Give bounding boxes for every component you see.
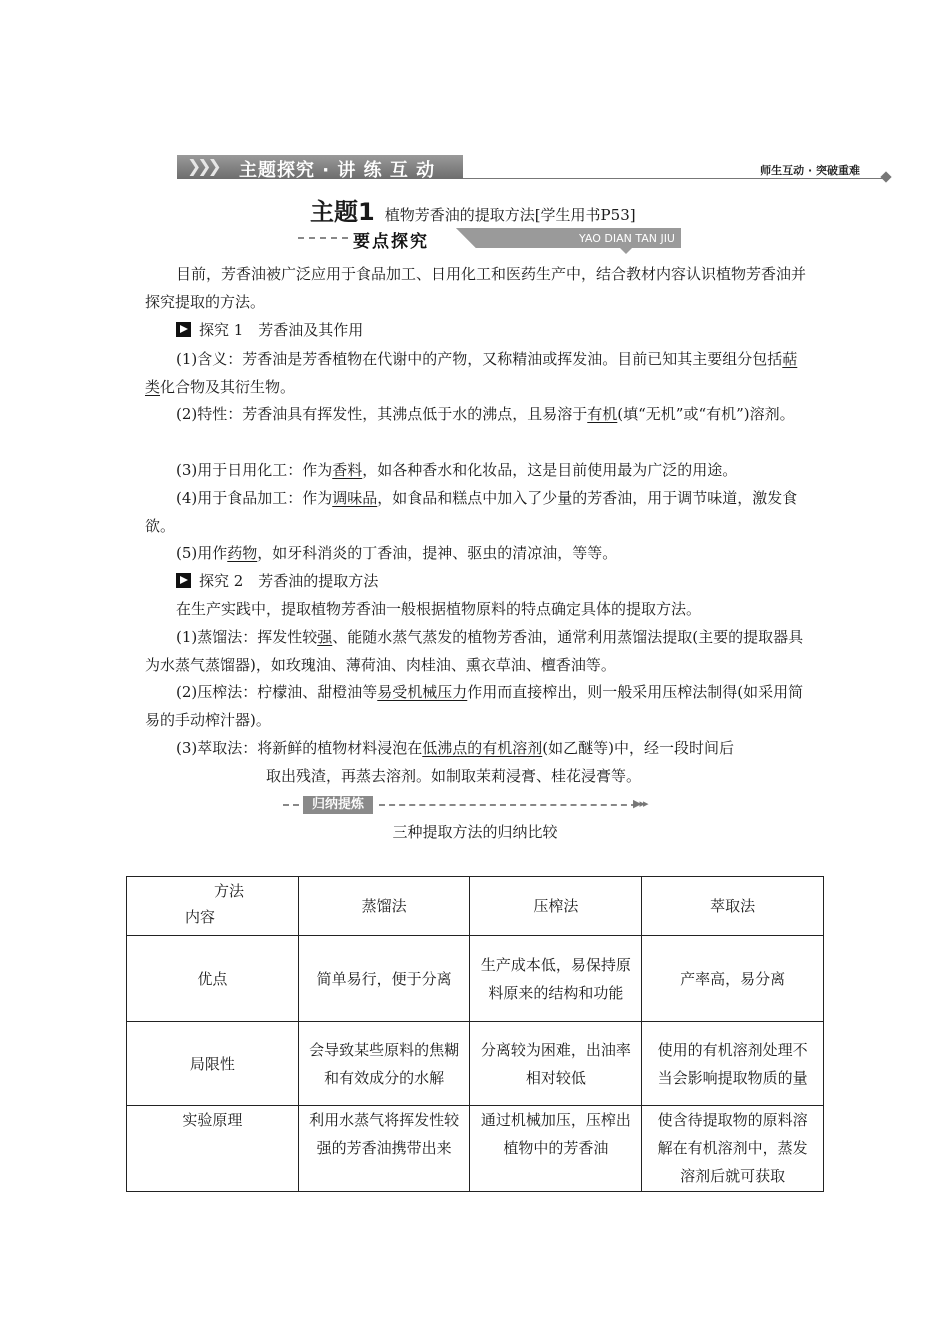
text: 化合物及其衍生物。 <box>160 378 296 396</box>
dashed-line <box>283 804 299 806</box>
text: 、能随水蒸气蒸发的植物芳香油，通常利用蒸馏法提取(主要的提取器具为水蒸气蒸馏器)，如玫瑰油、薄荷油、肉桂油、熏衣草油、檀香油等。 <box>145 628 804 674</box>
section1-heading <box>176 316 363 344</box>
section1-item-2 <box>145 400 810 428</box>
section2-item-2 <box>145 678 810 734</box>
dashed-line <box>379 804 637 806</box>
table-cell: 简单易行，便于分离 <box>298 936 470 1022</box>
banner-subtitle: 师生互动 · 突破重难 <box>760 164 860 177</box>
key-points-label: 要点探究 <box>353 232 429 252</box>
topic-heading <box>310 192 636 226</box>
section1-item-1 <box>145 345 810 401</box>
text: (填“无机”或“有机”)溶剂。 <box>617 405 795 423</box>
corner-header-content: 内容 <box>185 908 216 926</box>
topic-name: 植物芳香油的提取方法[学生用书P53] <box>384 206 636 224</box>
text: (如乙醚等)中，经一段时间后 <box>542 739 734 757</box>
intro-paragraph: 目前，芳香油被广泛应用于食品加工、日用化工和医药生产中，结合教材内容认识植物芳香油并探究提取的方法。 <box>145 265 807 311</box>
corner-header-method: 方法 <box>214 882 245 900</box>
banner-bar <box>177 155 463 179</box>
section2-item-1 <box>145 623 810 679</box>
text: ，如食品和糕点中加入了少量的芳香油，用于调节味道，激发食欲。 <box>145 489 798 535</box>
row-label: 实验原理 <box>127 1106 299 1192</box>
answer-blank: 有机 <box>587 405 618 423</box>
section1-title: 探究 1 芳香油及其作用 <box>199 321 364 339</box>
table-cell: 分离较为困难，出油率相对较低 <box>470 1022 642 1106</box>
answer-blank: 调味品 <box>332 489 378 507</box>
table-cell: 使用的有机溶剂处理不当会影响提取物质的量 <box>642 1022 824 1106</box>
summary-label: 归纳提炼 <box>303 796 373 814</box>
answer-blank: 易受机械压力 <box>377 683 468 701</box>
key-points-pinyin: YAO DIAN TAN JIU <box>579 232 675 245</box>
row-label: 局限性 <box>127 1022 299 1106</box>
dashed-line <box>298 237 348 239</box>
play-triangle-icon <box>176 322 191 337</box>
diamond-icon <box>880 171 891 182</box>
text: (2)特性：芳香油具有挥发性，其沸点低于水的沸点，且易溶于 <box>176 405 588 423</box>
table-cell: 利用水蒸气将挥发性较强的芳香油携带出来 <box>298 1106 470 1192</box>
section1-item-4 <box>145 484 810 540</box>
table-header-row <box>127 877 824 936</box>
comparison-table <box>126 876 824 1192</box>
text: ，如牙科消炎的丁香油，提神、驱虫的清凉油，等等。 <box>257 544 618 562</box>
chevron-right-icon: ❯❯❯ <box>187 157 218 177</box>
text: 作用而直接榨出，则一般采用压榨法制得(如采用简易的手动榨汁器)。 <box>145 683 804 729</box>
section-banner <box>177 155 890 181</box>
topic-number: 主题1 <box>310 198 375 226</box>
text: (1)含义：芳香油是芳香植物在代谢中的产物，又称精油或挥发油。目前已知其主要组分包括 <box>176 350 783 368</box>
table-row <box>127 1022 824 1106</box>
section2-item-3-continued: 取出残渣，再蒸去溶剂。如制取茉莉浸膏、桂花浸膏等。 <box>266 767 642 785</box>
text: (3)萃取法：将新鲜的植物材料浸泡在 <box>176 739 423 757</box>
table-row <box>127 936 824 1022</box>
text: (4)用于食品加工：作为 <box>176 489 333 507</box>
answer-blank: 强 <box>317 628 333 646</box>
key-points-bar <box>298 228 681 252</box>
text: (5)用作 <box>176 544 228 562</box>
section2-title: 探究 2 芳香油的提取方法 <box>199 572 379 590</box>
answer-blank: 低沸点的有机溶剂 <box>422 739 543 757</box>
table-cell: 会导致某些原料的焦糊和有效成分的水解 <box>298 1022 470 1106</box>
banner-divider <box>463 178 883 179</box>
play-triangle-icon <box>176 573 191 588</box>
corner-header <box>127 877 299 936</box>
table-cell: 生产成本低，易保持原料原来的结构和功能 <box>470 936 642 1022</box>
table-cell: 产率高，易分离 <box>642 936 824 1022</box>
table-cell: 通过机械加压，压榨出植物中的芳香油 <box>470 1106 642 1192</box>
arrow-right-icon: ▶▸▸ <box>633 797 647 810</box>
section1-item-3 <box>145 456 810 484</box>
answer-blank: 萜类 <box>145 350 798 396</box>
column-header: 萃取法 <box>642 877 824 936</box>
text: (1)蒸馏法：挥发性较 <box>176 628 318 646</box>
text: (2)压榨法：柠檬油、甜橙油等 <box>176 683 378 701</box>
section2-heading <box>176 567 378 595</box>
answer-blank: 药物 <box>227 544 258 562</box>
text: ，如各种香水和化妆品，这是目前使用最为广泛的用途。 <box>362 461 738 479</box>
banner-title: 主题探究 · 讲 练 互 动 <box>239 160 436 181</box>
answer-blank: 香料 <box>332 461 363 479</box>
triangle-down-icon <box>620 248 632 254</box>
column-header: 蒸馏法 <box>298 877 470 936</box>
row-label: 优点 <box>127 936 299 1022</box>
summary-bar <box>283 796 666 814</box>
table-cell: 使含待提取物的原料溶解在有机溶剂中，蒸发溶剂后就可获取 <box>642 1106 824 1192</box>
section1-item-5 <box>145 539 810 567</box>
section2-intro: 在生产实践中，提取植物芳香油一般根据植物原料的特点确定具体的提取方法。 <box>176 600 702 618</box>
table-caption: 三种提取方法的归纳比较 <box>392 823 558 841</box>
section2-item-3 <box>145 734 810 762</box>
text: (3)用于日用化工：作为 <box>176 461 333 479</box>
table-row <box>127 1106 824 1192</box>
column-header: 压榨法 <box>470 877 642 936</box>
